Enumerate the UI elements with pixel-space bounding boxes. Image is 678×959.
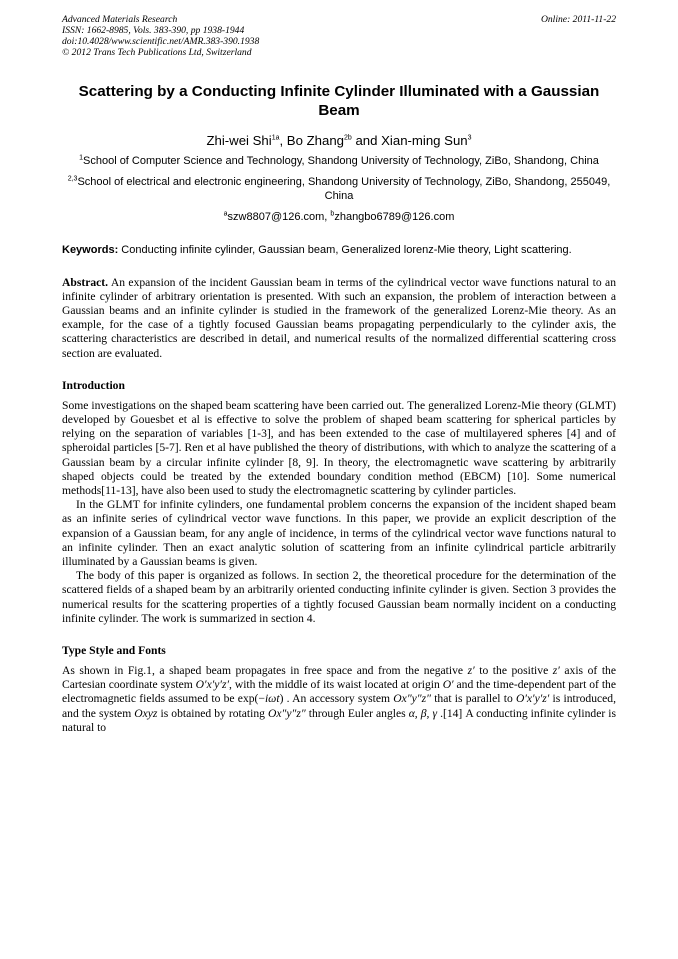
doi-line: doi:10.4028/www.scientific.net/AMR.383-390.1938 xyxy=(62,36,260,47)
paragraph xyxy=(62,664,616,735)
paragraph: In the GLMT for infinite cylinders, one fundamental problem concerns the expansion of the incident shaped beam as an infinite series of cylindrical vector wave functions. In this paper, we provide an explicit description of the expansion of a Gaussian beam, for any angle of incidence, in terms of the cylindrical vector wave functions natural to an infinite cylinder. Then an exact analytic solution of scattering from an infinite cylindrical particle arbitrarily illuminated by a Gaussian beams is given. xyxy=(62,498,616,568)
introduction-body xyxy=(62,399,616,626)
text-run: that is parallel to xyxy=(430,692,516,706)
author-superscript: 1a xyxy=(271,134,280,142)
affiliation-text: School of Computer Science and Technology, Shandong University of Technology, ZiBo, Shandong, China xyxy=(83,155,599,167)
type-style-body xyxy=(62,664,616,735)
affiliation-superscript: 2,3 xyxy=(67,174,78,182)
online-date: Online: 2011-11-22 xyxy=(540,14,616,25)
math-inline: Ox″y″z″ xyxy=(393,692,431,706)
text-run: ) . An accessory system xyxy=(279,692,394,706)
copyright-line: © 2012 Trans Tech Publications Ltd, Switzerland xyxy=(62,47,252,58)
journal-header xyxy=(62,14,616,58)
section-heading-introduction: Introduction xyxy=(62,378,125,392)
author-emails xyxy=(62,211,616,223)
affiliation-superscript: 1 xyxy=(79,154,83,162)
author-list xyxy=(62,133,616,148)
text-run: .[14] A conducting infinite cylinder is natural to xyxy=(62,706,616,734)
math-inline: O′x′y′z′ xyxy=(195,678,229,692)
math-inline: z′ xyxy=(552,663,560,677)
email-text: zhangbo6789@126.com xyxy=(334,210,455,223)
email-superscript: a xyxy=(223,209,228,217)
math-inline: iωt xyxy=(264,692,280,706)
math-inline: O′ xyxy=(442,678,454,692)
text-run: is introduced, and the system xyxy=(62,692,616,720)
issn-line: ISSN: 1662-8985, Vols. 383-390, pp 1938-1944 xyxy=(62,25,245,36)
math-inline: α, β, γ xyxy=(408,706,438,720)
math-inline: Ox″y″z″ xyxy=(268,706,306,720)
abstract-text: An expansion of the incident Gaussian beam in terms of the cylindrical vector wave functions natural to an infinite cylinder of arbitrary orientation is presented. With such an expansion, the problem of interaction between a Gaussian beams and an infinite cylinder is studied in the framework of the generalized Lorenz-Mie theory. As an example, for the case of a tightly focused Gaussian beams propagating perpendicularly to the cylinder axis, the scattering characteristics are described in detail, and numerical results of the normalized differential scattering cross section are evaluated. xyxy=(62,275,616,360)
text-run: to the positive xyxy=(474,663,553,677)
affiliation-text: School of electrical and electronic engineering, Shandong University of Technology, ZiBo, Shandong, 255049, China xyxy=(77,175,611,202)
text-run: As shown in Fig.1, a shaped beam propagates in free space and from the negative xyxy=(62,663,468,677)
keywords xyxy=(62,243,616,257)
author-superscript: 3 xyxy=(467,134,472,142)
paragraph: The body of this paper is organized as follows. In section 2, the theoretical procedure for the determination of the scattered fields of a shaped beam by an arbitrarily oriented conducting infinite cylinder is given. Section 3 provides the numerical results for the scattering properties of a tightly focused Gaussian beam normally incident on a conducting infinite cylinder. The work is summarized in section 4. xyxy=(62,569,616,625)
math-inline: Oxyz xyxy=(134,706,158,720)
text-run: through Euler angles xyxy=(305,706,409,720)
text-run: , with the middle of its waist located at origin xyxy=(229,678,443,692)
email-text: szw8807@126.com, xyxy=(227,210,331,223)
affiliation-2 xyxy=(62,175,616,204)
author-name: and Xian-ming Sun xyxy=(351,133,468,148)
affiliation-1 xyxy=(62,154,616,169)
author-superscript: 2b xyxy=(344,134,352,142)
math-inline: O′x′y′z′ xyxy=(516,692,550,706)
math-inline: z′ xyxy=(467,663,475,677)
abstract-label: Abstract. xyxy=(62,275,109,289)
text-run: axis of the Cartesian coordinate system xyxy=(62,663,616,692)
abstract xyxy=(62,276,616,361)
section-heading-type-style: Type Style and Fonts xyxy=(62,643,166,657)
email-superscript: b xyxy=(330,209,335,217)
paragraph: Some investigations on the shaped beam scattering have been carried out. The generalized Lorenz-Mie theory (GLMT) developed by Gouesbet et al is effective to solve the problem of shaped beam scattering for spherical particles by relying on the separation of variables [1-3], and has been extended to the case of multilayered spheres [4] and of spheroidal particles [5-7]. Ren et al have published the theory of distributions, with which to analyze the scattering of a Gaussian beam by a circular infinite cylinder [8, 9]. In theory, the electromagnetic wave scattering by arbitrarily shaped objects could be treated by the extended boundary condition method (EBCM) [10]. Some numerical methods[11-13], have also been used to study the electromagnetic scattering by cylinder particles. xyxy=(62,398,616,497)
keywords-text: Conducting infinite cylinder, Gaussian beam, Generalized lorenz-Mie theory, Light scattering. xyxy=(118,243,572,256)
text-run: and the time-dependent part of the electromagnetic fields assumed to be exp(− xyxy=(62,678,616,706)
author-name: , Bo Zhang xyxy=(279,133,344,148)
paper-title: Scattering by a Conducting Infinite Cylinder Illuminated with a Gaussian Beam xyxy=(78,83,600,119)
keywords-label: Keywords: xyxy=(62,243,119,256)
text-run: is obtained by rotating xyxy=(157,706,269,720)
author-name: Zhi-wei Shi xyxy=(206,133,272,148)
journal-name: Advanced Materials Research xyxy=(62,14,178,25)
